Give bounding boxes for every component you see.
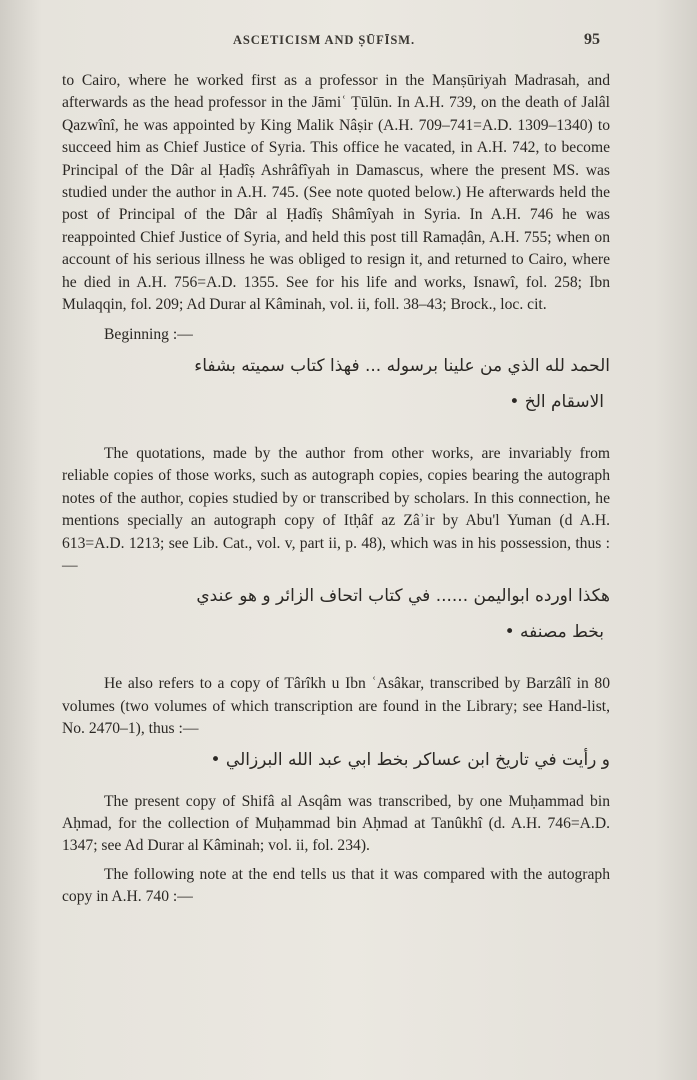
page-body bbox=[62, 70, 610, 909]
running-head: ASCETICISM AND ṢŪFĪSM. bbox=[233, 33, 415, 47]
page-number: 95 bbox=[584, 31, 600, 48]
paragraph-note: The following note at the end tells us that it was compared with the autograph copy in A.H. 740 :— bbox=[62, 865, 610, 906]
beginning-label: Beginning :— bbox=[104, 326, 193, 344]
arabic-quote-beginning-line2: الاسقام الخ • bbox=[509, 391, 604, 412]
arabic-quote-ithaf-line1: هكذا اورده ابواليمن ...... في كتاب اتحاف الزائر و هو عندي bbox=[196, 586, 610, 607]
paragraph-biography: to Cairo, where he worked first as a professor in the Manṣūriyah Madrasah, and afterwards as the head professor in the Jāmiʿ Ṭūlūn. In A.H. 739, on the death of Jalâl Qazwînî, he was appointed by King Malik Nâṣir (A.H. 709–741=A.D. 1309–1340) to succeed him as Chief Justice of Syria. This office he vacated, in A.H. 742, to become Principal of the Dâr al Ḥadîṣ Ashrâfîyah in Damascus, where the present MS. was studied under the author in A.H. 745. (See note quoted below.) He afterwards held the post of Principal of the Dâr al Ḥadîṣ Shâmîyah in Syria. In A.H. 746 he was reappointed Chief Justice of Syria, and held this post till Ramaḍân, A.H. 755; when on account of his serious illness he was obliged to resign it, and returned to Cairo, where he died in A.H. 756=A.D. 1355. See for his life and works, Isnawî, fol. 258; Ibn Mulaqqin, fol. 209; Ad Durar al Kâminah, vol. ii, foll. 38–43; Brock., loc. cit. bbox=[62, 72, 610, 314]
arabic-quote-beginning-line1: الحمد لله الذي من علينا برسوله ... فهذا كتاب سميته بشفاء bbox=[194, 355, 610, 376]
page-header bbox=[0, 33, 697, 53]
paragraph-quotations: The quotations, made by the author from other works, are invariably from reliable copies of those works, such as autograph copies, copies bearing the autograph notes of the author, copies studied by or transcribed by scholars. In this connection, he mentions specially an autograph copy of Itḥâf az Zâʾir by Abu'l Yuman (d A.H. 613=A.D. 1213; see Lib. Cat., vol. v, part ii, p. 48), which was in his possession, thus :— bbox=[62, 444, 610, 574]
paragraph-tarikh: He also refers to a copy of Târîkh u Ibn ʿAsâkar, transcribed by Barzâlî in 80 volumes (two volumes of which transcription are found in the Library; see Hand-list, No. 2470–1), thus :— bbox=[62, 675, 610, 738]
arabic-quote-ithaf-line2: بخط مصنفه • bbox=[504, 622, 604, 643]
arabic-quote-tarikh: و رأيت في تاريخ ابن عساكر بخط ابي عبد الله البرزالي • bbox=[210, 749, 610, 770]
paragraph-present-copy: The present copy of Shifâ al Asqâm was transcribed, by one Muḥammad bin Aḥmad, for the collection of Muḥammad bin Aḥmad at Tanûkhî (d. A.H. 746=A.D. 1347; see Ad Durar al Kâminah; vol. ii, fol. 234). bbox=[62, 792, 610, 855]
